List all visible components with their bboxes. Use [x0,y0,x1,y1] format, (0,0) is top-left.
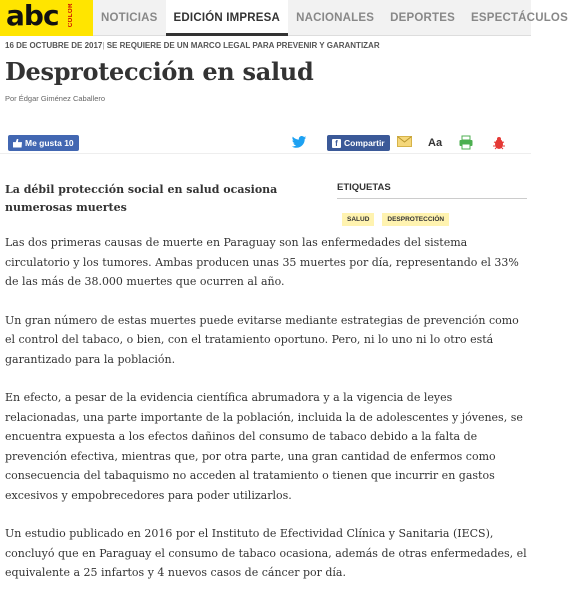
article-paragraph: Las dos primeras causas de muerte en Paraguay son las enfermedades del sistema circulatorio y los tumores. Ambas producen unas 35 muertes por día, representando el 33% de las más de 38.000 muertes que ocurren al año. [5,236,519,288]
article-dateline: 16 DE OCTUBRE DE 2017| SE REQUIERE DE UN MARCO LEGAL PARA PREVENIR Y GARANTIZAR [5,41,380,50]
share-label: Compartir [344,138,385,148]
article-body [5,233,527,602]
font-size-icon[interactable]: Aa [428,137,443,149]
main-nav [93,0,576,36]
social-share-bar [0,132,531,154]
article-title: Desprotección en salud [5,57,314,86]
tags-list [342,213,449,226]
tag-salud[interactable]: SALUD [342,213,374,226]
nav-item-edicion-impresa[interactable]: EDICIÓN IMPRESA [166,0,289,36]
article-date: 16 DE OCTUBRE DE 2017 [5,41,103,50]
print-icon[interactable] [459,136,473,149]
facebook-share-button[interactable] [327,135,390,151]
mail-icon[interactable] [397,136,412,147]
logo-text: abc [6,0,59,32]
like-label: Me gusta 10 [25,138,74,148]
tags-heading: ETIQUETAS [337,182,391,193]
top-navigation-bar [0,0,568,36]
article-paragraph: Un gran número de estas muertes puede evitarse mediante estrategias de prevención como el control del tabaco, o bien, con el tratamiento oportuno. Pero, ni lo uno ni lo otro está garantizado para la población. [5,313,519,366]
report-bug-icon[interactable] [492,136,506,150]
nav-item-nacionales[interactable]: NACIONALES [296,12,375,24]
facebook-like-button[interactable] [8,135,79,151]
logo-subtext: COLOR [68,3,74,28]
twitter-icon[interactable] [291,136,307,148]
article-kicker: SE REQUIERE DE UN MARCO LEGAL PARA PREVENIR Y GARANTIZAR [106,41,380,50]
tag-desproteccion[interactable]: DESPROTECCIÓN [382,213,449,226]
thumbs-up-icon [13,139,22,148]
abc-color-logo[interactable] [0,0,93,36]
nav-item-deportes[interactable]: DEPORTES [390,12,455,24]
nav-item-noticias[interactable]: NOTICIAS [101,12,158,24]
tags-divider [337,198,527,199]
article-byline: Por Édgar Giménez Caballero [5,94,106,103]
article-paragraph: En efecto, a pesar de la evidencia científica abrumadora y a la vigencia de leyes relacionadas, una parte importante de la población, incluida la de adolescentes y jóvenes, se encuentra expuesta a los efectos dañinos del consumo de tabaco debido a la falta de prevención efectiva, mientras que, por otra parte, una gran cantidad de enfermos como consecuencia del tabaquismo no acceden al tratamiento o tienen que incurrir en gastos excesivos y empobrecedores para poder utilizarlos. [5,391,523,502]
article-paragraph: Un estudio publicado en 2016 por el Instituto de Efectividad Clínica y Sanitaria (IECS), concluyó que en Paraguay el consumo de tabaco ocasiona, además de otras enfermedades, el equivalente a 25 infartos y 4 nuevos casos de cáncer por día. [5,527,527,579]
facebook-icon: f [332,139,341,148]
nav-item-espectaculos[interactable]: ESPECTÁCULOS [470,12,568,24]
article-lead: La débil protección social en salud ocasiona numerosas muertes [5,183,278,214]
